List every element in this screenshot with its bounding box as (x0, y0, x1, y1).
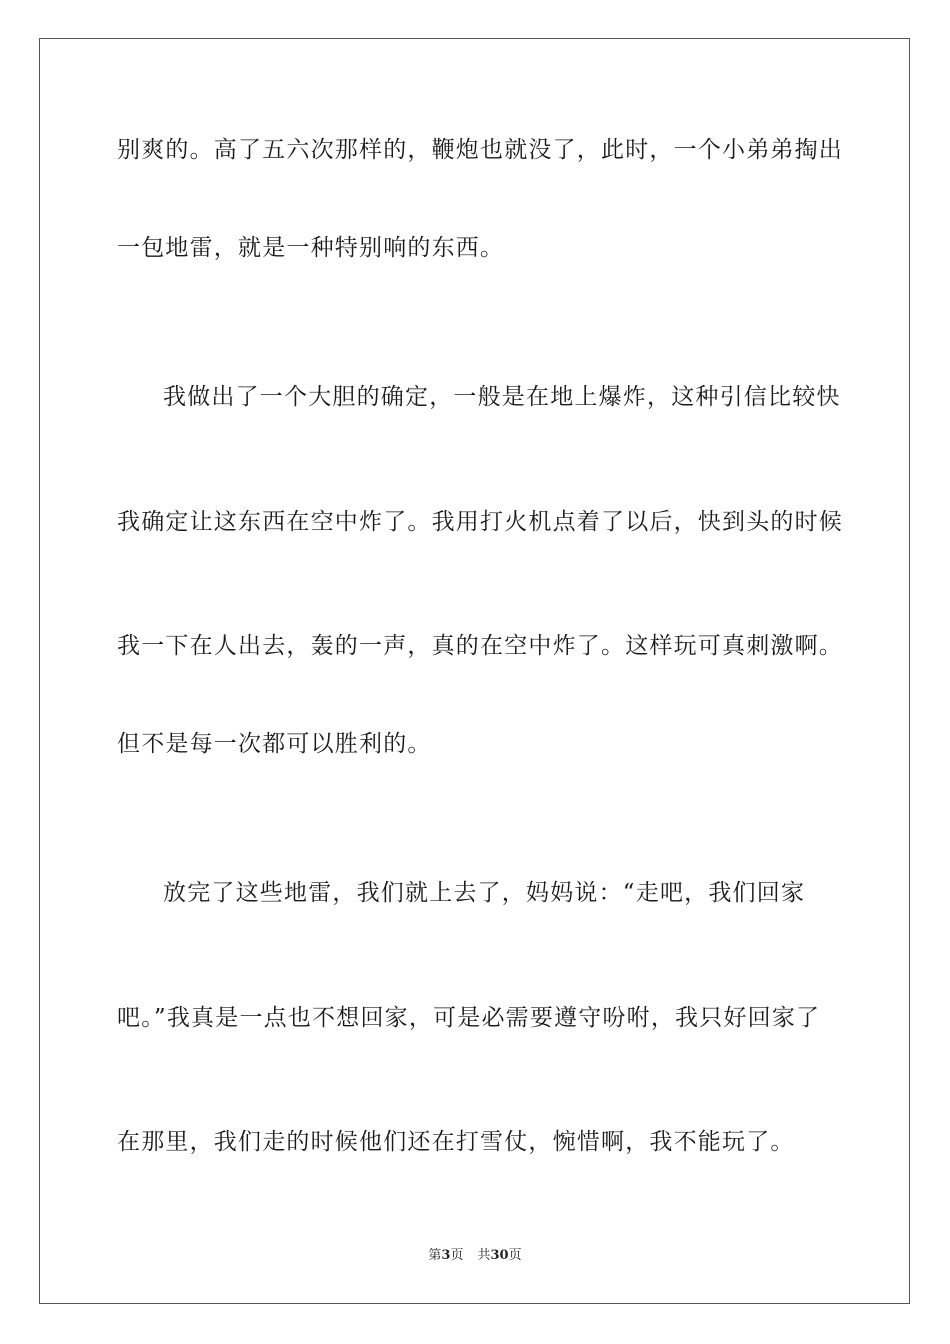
paragraph-line: 我确定让这东西在空中炸了。我用打火机点着了以后，快到头的时候 (117, 509, 843, 535)
paragraph-first-line: 我做出了一个大胆的确定，一般是在地上爆炸，这种引信比较快 (163, 384, 841, 410)
paragraph-line: 吧。”我真是一点也不想回家，可是必需要遵守吩咐，我只好回家了 (117, 1005, 821, 1031)
page-footer (0, 1247, 950, 1265)
paragraph-line: 我一下在人出去，轰的一声，真的在空中炸了。这样玩可真刺激啊。 (117, 633, 843, 659)
page-number: 3 (441, 1248, 451, 1263)
total-suffix: 页 (508, 1248, 522, 1263)
paragraph-line: 一包地雷，就是一种特别响的东西。 (117, 235, 505, 261)
total-prefix: 共 (477, 1248, 491, 1263)
paragraph-line: 但不是每一次都可以胜利的。 (117, 731, 432, 757)
paragraph-line: 在那里，我们走的时候他们还在打雪仗，惋惜啊，我不能玩了。 (117, 1129, 795, 1155)
total-pages: 30 (490, 1248, 509, 1263)
paragraph-line: 别爽的。高了五六次那样的，鞭炮也就没了，此时，一个小弟弟掏出 (117, 137, 843, 163)
page-suffix: 页 (450, 1248, 464, 1263)
paragraph-first-line: 放完了这些地雷，我们就上去了，妈妈说：“走吧，我们回家 (163, 880, 806, 906)
page-border (39, 38, 910, 1304)
page-prefix: 第 (428, 1248, 442, 1263)
